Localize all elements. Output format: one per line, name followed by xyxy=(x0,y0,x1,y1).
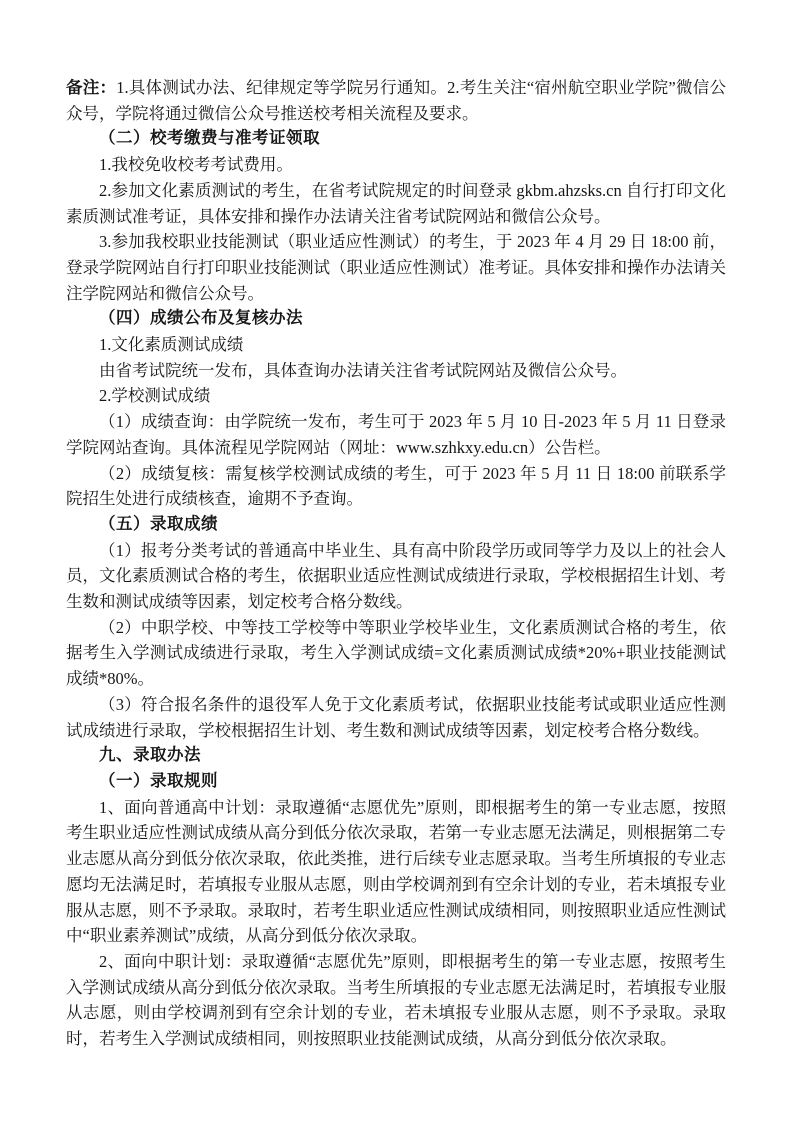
document-body xyxy=(66,75,726,1052)
note-remarks-label: 备注： xyxy=(66,78,117,97)
heading-score-release-review: （四）成绩公布及复核办法 xyxy=(99,309,303,328)
heading-exam-payment-admission-ticket: （二）校考缴费与准考证领取 xyxy=(99,129,320,148)
paragraph-culture-test-score-title: 1.文化素质测试成绩 xyxy=(99,335,244,355)
paragraph-secondary-vocational-plan: 2、面向中职计划：录取遵循“志愿优先”原则，即根据考生的第一专业志愿，按照考生入学测试成绩从高分到低分依次录取。当考生所填报的专业志愿无法满足时，若填报专业服从志愿，则由学校调剂到有空余计划的专业，若未填报专业服从志愿，则不予录取。录取时，若考生入学测试成绩相同，则按照职业技能测试成绩，从高分到低分依次录取。 xyxy=(66,951,726,1049)
note-remarks xyxy=(66,75,726,126)
paragraph-free-exam-fee: 1.我校免收校考考试费用。 xyxy=(99,155,293,175)
paragraph-culture-test-print-ticket: 2.参加文化素质测试的考生，在省考试院规定的时间登录 gkbm.ahzsks.cn 自行打印文化素质测试准考证，具体安排和操作办法请关注省考试院网站和微信公众号。 xyxy=(66,180,726,226)
heading-admission-score: （五）录取成绩 xyxy=(99,514,218,533)
note-remarks-text: 1.具体测试办法、纪律规定等学院另行通知。2.考生关注“宿州航空职业学院”微信公众号，学院将通过微信公众号推送校考相关流程及要求。 xyxy=(66,78,726,123)
paragraph-admission-score-rule-3: （3）符合报名条件的退役军人免于文化素质考试，依据职业技能考试或职业适应性测试成绩进行录取，学校根据招生计划、考生数和测试成绩等因素，划定校考合格分数线。 xyxy=(66,694,726,740)
paragraph-general-high-school-plan: 1、面向普通高中计划：录取遵循“志愿优先”原则，即根据考生的第一专业志愿，按照考生职业适应性测试成绩从高分到低分依次录取，若第一专业志愿无法满足，则根据第二专业志愿从高分到低分依次录取，依此类推，进行后续专业志愿录取。当考生所填报的专业志愿均无法满足时，若填报专业服从志愿，则由学校调剂到有空余计划的专业，若未填报专业服从志愿，则不予录取。录取时，若考生职业适应性测试成绩相同，则按照职业适应性测试中“职业素养测试”成绩，从高分到低分依次录取。 xyxy=(66,797,726,946)
paragraph-score-released-by-province: 由省考试院统一发布，具体查询办法请关注省考试院网站及微信公众号。 xyxy=(99,360,627,380)
paragraph-skill-test-print-ticket: 3.参加我校职业技能测试（职业适应性测试）的考生，于 2023 年 4 月 29 日 18:00 前，登录学院网站自行打印职业技能测试（职业适应性测试）准考证。具体安排和操作办法请关注学院网站和微信公众号。 xyxy=(66,232,726,303)
heading-admission-rules: （一）录取规则 xyxy=(99,771,218,790)
paragraph-score-review: （2）成绩复核：需复核学校测试成绩的考生，可于 2023 年 5 月 11 日 18:00 前联系学院招生处进行成绩核查，逾期不予查询。 xyxy=(66,463,726,509)
paragraph-score-query: （1）成绩查询：由学院统一发布，考生可于 2023 年 5 月 10 日-2023 年 5 月 11 日登录学院网站查询。具体流程见学院网站（网址：www.szhkxy.edu.cn）公告栏。 xyxy=(66,412,726,457)
paragraph-admission-score-rule-2: （2）中职学校、中等技工学校等中等职业学校毕业生，文化素质测试合格的考生，依据考生入学测试成绩进行录取，考生入学测试成绩=文化素质测试成绩*20%+职业技能测试成绩*80%。 xyxy=(66,617,726,689)
paragraph-school-test-score-title: 2.学校测试成绩 xyxy=(99,386,211,406)
heading-admission-method: 九、录取办法 xyxy=(99,746,201,765)
paragraph-admission-score-rule-1: （1）报考分类考试的普通高中毕业生、具有高中阶段学历或同等学力及以上的社会人员，文化素质测试合格的考生，依据职业适应性测试成绩进行录取，学校根据招生计划、考生数和测试成绩等因素，划定校考合格分数线。 xyxy=(66,540,726,612)
